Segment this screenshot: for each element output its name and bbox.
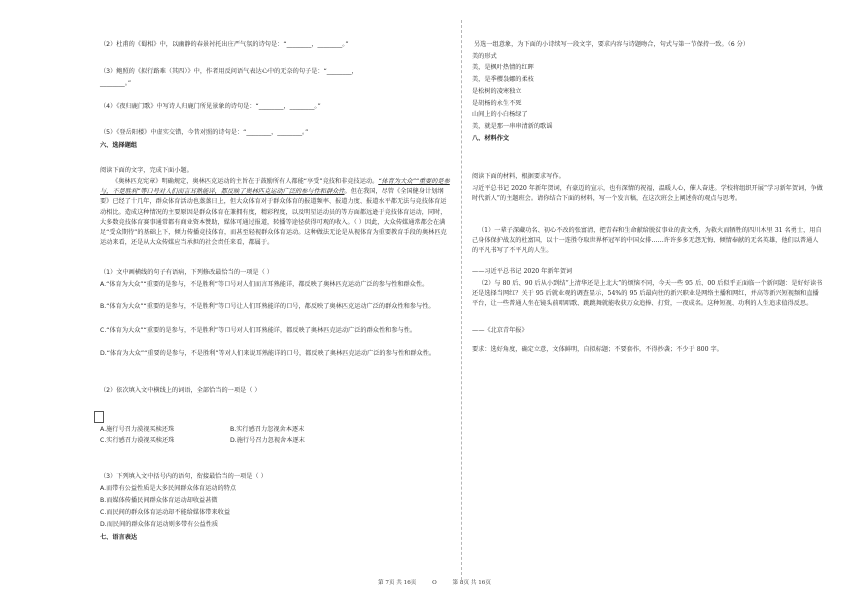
material-paragraph-1: 习近平总书记 2020 年新年贺词，有豪迈的宣示，也有深情的祝福，温暖人心，催人奋进。学校将组织开展“学习新年贺词，争做时代新人”的主题班会。请你结合下面的材料，写一个发言稿，在这次班会上阐述你的观点与思考。 [472, 185, 823, 203]
poem-line-1: 美的形式 [472, 53, 497, 60]
q3-option-b: B.而媒体传播民间群众体育运动却收益甚微 [100, 497, 218, 504]
q2-stem: （2）依次填入文中横线上的词语，全部恰当的一项是（ ） [100, 387, 261, 394]
material-paragraph-2: （1）一辈子深藏功名、初心不改的张富清，把青春和生命献给脱贫事业的黄文秀，为救火而牺牲的四川木里 31 名勇士，用自己身体保护战友的杜富国，以十一连胜夺取世界杯冠军的中国女排……许许多多无怨无悔、倾情奉献的无名英雄，他们以普通人的平凡书写了不平凡的人生。 [472, 227, 822, 255]
poem-line-3: 美，是季樱袅娜的柔枝 [472, 76, 534, 83]
q1-option-d: D.“体育为大众”“重要的是参与，不是胜利”等对人们来说耳熟能详的口号，都反映了奥林匹克运动广泛的参与性和群众性。 [100, 350, 436, 357]
material-source-2: ——《北京青年报》 [472, 327, 528, 334]
passage-part2: 。但在我国，尽管《全国健身计划纲要》已经了十几年，群众体育活动也蒸蒸日上，但大众体育对于群众体育的报道频率、报道力度、报道水平都无法与竞技体育运动相比。造成这种情况的主要原因是群众体育在兼拥有度，精彩程度，以及明星运动员的等方面都远逊于竞技体育运动，同时，大多数竞技体育赛事通常都有商业资本赞助，媒体可通过报道，转播等途径获得可观的收入。（ ）因此，大众传媒通常都会在满足“受众期待”的基础上下，倾力传播竞技体育，而甚至轻视群众体育运动。这种做法无论是从视体育为重要教育手段的奥林匹克运动来看，还是从大众传媒应当承担的社会责任来看，都属于 [100, 188, 447, 247]
poem-line-4: 是松树的凌寒独立 [472, 88, 522, 95]
q2-option-c: C.实行感召力漠视买椟还珠 [100, 437, 175, 444]
q1-stem: （1）文中画横线的句子有语病，下列修改最恰当的一项是（ ） [100, 269, 273, 276]
footer-binding-mark: O [432, 580, 437, 586]
footer-left-page-number: 第 7页 共 16页 [378, 580, 417, 586]
poem-line-6: 山间上的小白杨绿了 [472, 111, 528, 118]
question-5: （5）《登岳阳楼》中虚实交错，今昔对照的诗句是：“________，________。” [100, 129, 309, 136]
writing-task: 另选一组意象，为下面的小诗续写一段文字，要求内容与诗题吻合，句式与第一节保持一致。（6 分） [474, 41, 750, 48]
page-footer [378, 578, 491, 586]
q1-option-a: A.“体育为大众”“重要的是参与，不是胜利”等口号对人们而言耳熟能详，都反映了奥林匹克运动广泛的参与性和群众性。 [100, 281, 429, 288]
section-8-heading: 八、材料作文 [472, 135, 510, 142]
reading-intro: 阅读下面的文字，完成下面小题。 [100, 167, 193, 174]
passage-part3: 。 [267, 239, 274, 247]
q3-option-c: C.而民间的群众体育运动却不能给媒体带来收益 [100, 509, 231, 516]
q3-option-a: A.而带有公益性质是大多民间群众体育运动的特点 [100, 485, 237, 492]
q1-option-b: B.“体育为大众”“重要的是参与，不是胜利”等口号让人们耳熟能详的口号，都反映了奥林匹克运动广泛的群众性和参与性。 [100, 303, 435, 310]
poem-line-2: 美，是枫叶热情的红晖 [472, 64, 534, 71]
q3-stem: （3）下列填入文中括号内的语句，衔接最恰当的一项是（ ） [100, 473, 267, 480]
q1-option-c: C.“体育为大众”“重要的是参与，不是胜利”等口号对人们耳熟能详，都反映了奥林匹克运动广泛的群众性和参与性。 [100, 327, 417, 334]
section-6-heading: 六、选择题组 [100, 142, 138, 149]
q2-option-b: B.实行感召力忽视舍本逐末 [230, 426, 305, 433]
material-source-1: ——习近平总书记 2020 年新年贺词 [472, 268, 573, 275]
footer-right-page-number: 第 8页 共 16页 [452, 580, 491, 586]
reading-passage [100, 177, 452, 248]
page-divider [461, 20, 462, 580]
question-3-line2: ________。” [100, 80, 132, 87]
question-2: （2）杜甫的《蜀相》中，以幽静的春景衬托出庄严气氛的诗句是：“________，________。” [100, 41, 349, 48]
poem-line-7: 美，就是那一串串清新的歌谣 [472, 123, 553, 130]
question-4: （4）《夜归鹿门歌》中写诗人归鹿门所见景象的诗句是：“________，________。” [100, 103, 321, 110]
q3-option-d: D.而民间的群众体育运动则多带有公益性质 [100, 521, 219, 528]
section-7-heading: 七、语言表达 [100, 534, 138, 541]
writing-requirements: 要求：选好角度，确定立意，文体鲜明，自拟标题；不要套作，不得抄袭；不少于 800 字。 [472, 346, 723, 353]
answer-box [94, 411, 104, 423]
q2-option-d: D.施行号召力忽视舍本逐末 [230, 437, 305, 444]
q2-option-a: A.施行号召力漠视买椟还珠 [100, 426, 175, 433]
material-intro: 阅读下面的材料，根据要求写作。 [472, 173, 565, 180]
passage-part1: 《奥林匹克宪章》明确规定，奥林匹克运动的主旨在于鼓励所有人都能“享受”竞技和非竞技运动。 [112, 178, 379, 185]
question-3-line1: （3）鲍照的《拟行路难（其四）》中，作者用反问语气表达心中的无奈的句子是：“________， [100, 68, 358, 75]
poem-line-5: 是胡杨的永生不死 [472, 100, 522, 107]
material-paragraph-3: （2）与 80 后、90 后从小到结“上清华还是上北大”的烦恼不同，今天一些 95 后、00 后似乎正面临一个新问题：是好好读书还是选择当网红？关于 95 后就业观的调查显示，54%的 95 后最向往的新兴职业是网络主播和网红，并高等新兴短视频和直播平台，让一些普通人坐在镜头前唱唱歌、跳跳舞就能收获万众追捧、打赏，一夜成名。这种短视、功利的人生追求值得反思。 [472, 280, 823, 308]
passage-underlined-sentence: “体育为大众”“重要的是参与，不是胜利”等口号对人们而言耳熟能详，都反映了奥林匹克运动广泛的参与性和群众性 [100, 178, 450, 196]
